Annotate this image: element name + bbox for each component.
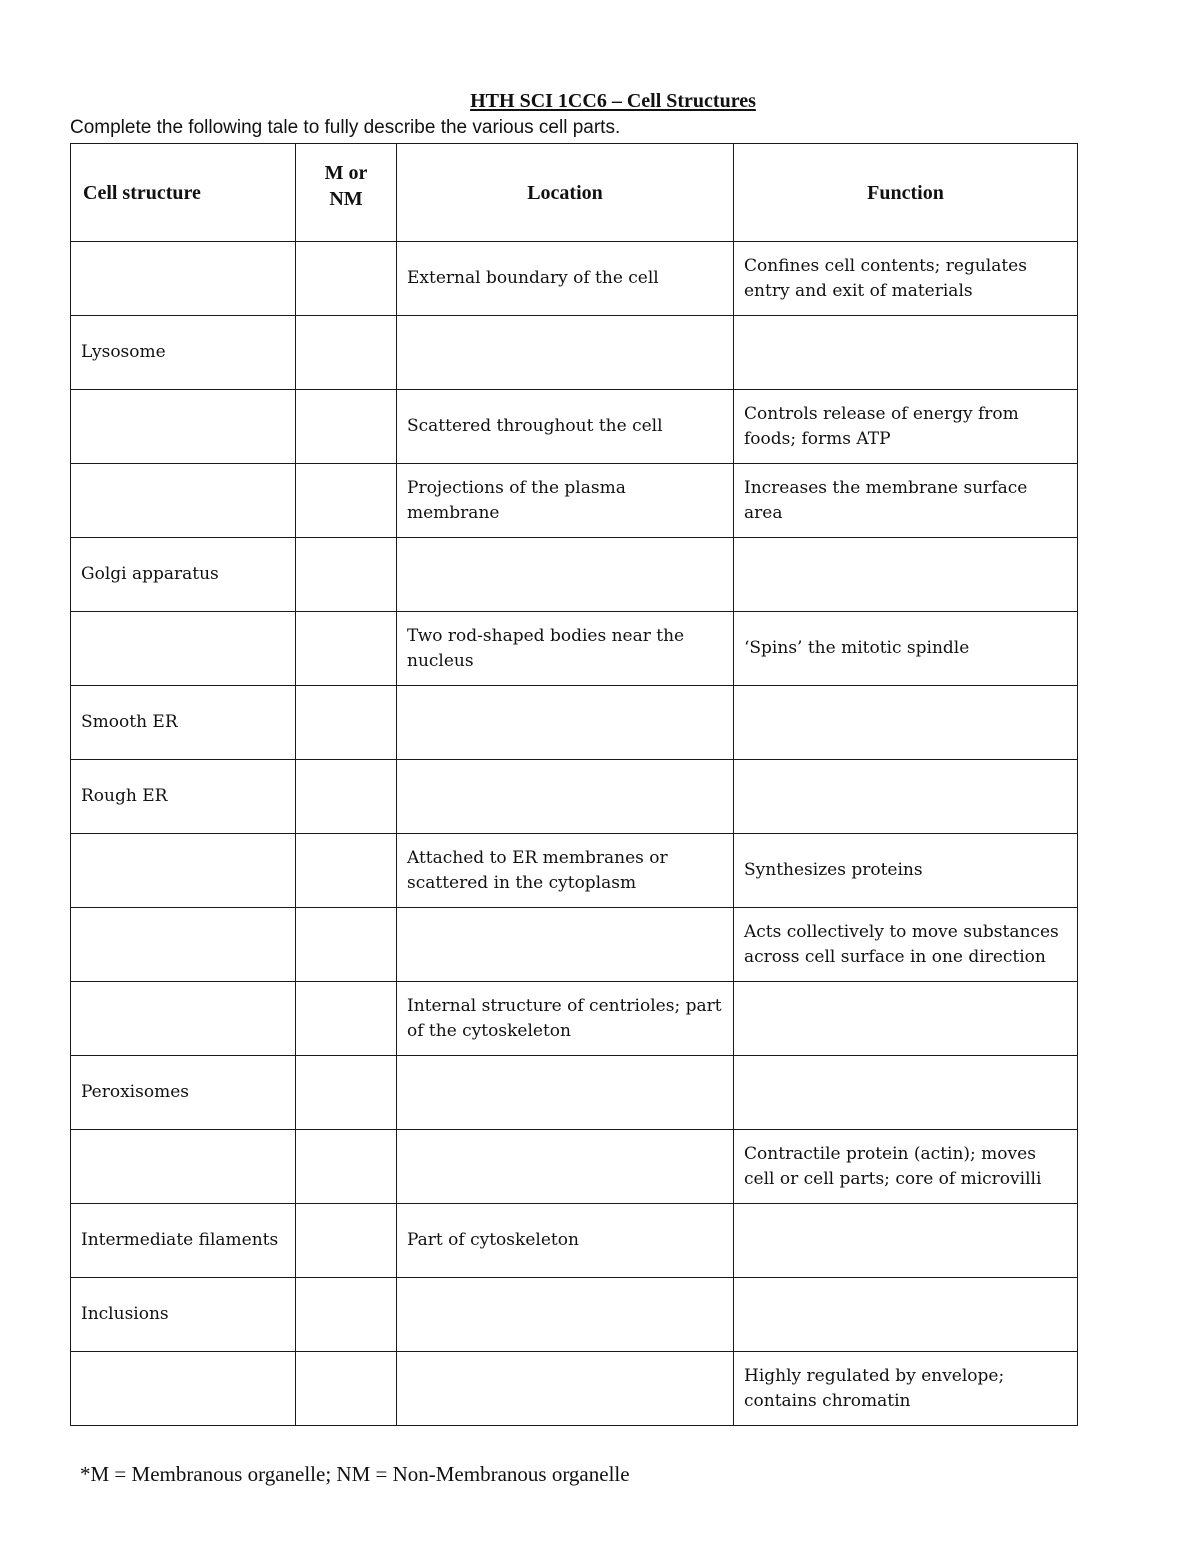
m-or-nm-cell[interactable] [296, 464, 397, 538]
footnote: *M = Membranous organelle; NM = Non-Membranous organelle [80, 1462, 630, 1486]
function-cell: Acts collectively to move substances across cell surface in one direction [734, 908, 1078, 982]
m-or-nm-cell[interactable] [296, 242, 397, 316]
cell-structure-cell[interactable] [71, 834, 296, 908]
m-or-nm-cell[interactable] [296, 686, 397, 760]
location-cell: Scattered throughout the cell [397, 390, 734, 464]
function-cell: Highly regulated by envelope; contains chromatin [734, 1352, 1078, 1426]
cell-structure-cell[interactable] [71, 390, 296, 464]
m-or-nm-cell[interactable] [296, 1278, 397, 1352]
function-cell[interactable] [734, 316, 1078, 390]
location-cell[interactable] [397, 316, 734, 390]
table-row [71, 538, 1078, 612]
location-cell[interactable] [397, 538, 734, 612]
table-row [71, 1352, 1078, 1426]
function-cell[interactable] [734, 538, 1078, 612]
location-cell[interactable] [397, 1130, 734, 1204]
function-cell[interactable] [734, 760, 1078, 834]
function-cell[interactable] [734, 1278, 1078, 1352]
table-row [71, 316, 1078, 390]
header-cell-structure: Cell structure [71, 144, 296, 242]
table-row [71, 1130, 1078, 1204]
table-row [71, 1278, 1078, 1352]
function-cell: Synthesizes proteins [734, 834, 1078, 908]
function-cell: Confines cell contents; regulates entry and exit of materials [734, 242, 1078, 316]
header-m-or-nm-text: M or NM [324, 162, 368, 210]
cell-structure-cell[interactable] [71, 242, 296, 316]
table-row [71, 760, 1078, 834]
cell-structure-cell: Peroxisomes [71, 1056, 296, 1130]
location-cell: Projections of the plasma membrane [397, 464, 734, 538]
function-cell[interactable] [734, 1204, 1078, 1278]
m-or-nm-cell[interactable] [296, 538, 397, 612]
m-or-nm-cell[interactable] [296, 1204, 397, 1278]
m-or-nm-cell[interactable] [296, 390, 397, 464]
m-or-nm-cell[interactable] [296, 612, 397, 686]
table-row [71, 612, 1078, 686]
table-row [71, 908, 1078, 982]
table-row [71, 834, 1078, 908]
cell-structure-cell[interactable] [71, 464, 296, 538]
function-cell[interactable] [734, 686, 1078, 760]
function-cell[interactable] [734, 982, 1078, 1056]
location-cell[interactable] [397, 1278, 734, 1352]
cell-structure-cell[interactable] [71, 1130, 296, 1204]
function-cell: Controls release of energy from foods; forms ATP [734, 390, 1078, 464]
function-cell: Contractile protein (actin); moves cell or cell parts; core of microvilli [734, 1130, 1078, 1204]
table-header-row [71, 144, 1078, 242]
location-cell: Attached to ER membranes or scattered in the cytoplasm [397, 834, 734, 908]
table-row [71, 242, 1078, 316]
cell-structure-cell[interactable] [71, 1352, 296, 1426]
function-cell[interactable] [734, 1056, 1078, 1130]
cell-structures-table [70, 143, 1078, 1426]
header-function: Function [734, 144, 1078, 242]
cell-structure-cell: Smooth ER [71, 686, 296, 760]
table-row [71, 464, 1078, 538]
cell-structure-cell: Inclusions [71, 1278, 296, 1352]
location-cell: Part of cytoskeleton [397, 1204, 734, 1278]
m-or-nm-cell[interactable] [296, 1352, 397, 1426]
location-cell[interactable] [397, 1056, 734, 1130]
location-cell[interactable] [397, 760, 734, 834]
cell-structure-cell: Golgi apparatus [71, 538, 296, 612]
m-or-nm-cell[interactable] [296, 1130, 397, 1204]
m-or-nm-cell[interactable] [296, 834, 397, 908]
cell-structure-cell: Lysosome [71, 316, 296, 390]
table-row [71, 1204, 1078, 1278]
m-or-nm-cell[interactable] [296, 316, 397, 390]
page-title: HTH SCI 1CC6 – Cell Structures [470, 90, 756, 112]
location-cell: External boundary of the cell [397, 242, 734, 316]
m-or-nm-cell[interactable] [296, 760, 397, 834]
location-cell: Internal structure of centrioles; part of the cytoskeleton [397, 982, 734, 1056]
cell-structure-cell[interactable] [71, 612, 296, 686]
header-location: Location [397, 144, 734, 242]
cell-structure-cell: Intermediate filaments [71, 1204, 296, 1278]
cell-structure-cell[interactable] [71, 982, 296, 1056]
table-row [71, 1056, 1078, 1130]
m-or-nm-cell[interactable] [296, 1056, 397, 1130]
m-or-nm-cell[interactable] [296, 982, 397, 1056]
function-cell: ‘Spins’ the mitotic spindle [734, 612, 1078, 686]
cell-structure-cell: Rough ER [71, 760, 296, 834]
table-row [71, 686, 1078, 760]
location-cell[interactable] [397, 908, 734, 982]
cell-structure-cell[interactable] [71, 908, 296, 982]
location-cell: Two rod-shaped bodies near the nucleus [397, 612, 734, 686]
header-m-or-nm [296, 144, 397, 242]
table-body [71, 242, 1078, 1426]
function-cell: Increases the membrane surface area [734, 464, 1078, 538]
m-or-nm-cell[interactable] [296, 908, 397, 982]
location-cell[interactable] [397, 686, 734, 760]
instructions-text: Complete the following tale to fully describe the various cell parts. [70, 117, 621, 138]
table-row [71, 982, 1078, 1056]
location-cell[interactable] [397, 1352, 734, 1426]
table-row [71, 390, 1078, 464]
